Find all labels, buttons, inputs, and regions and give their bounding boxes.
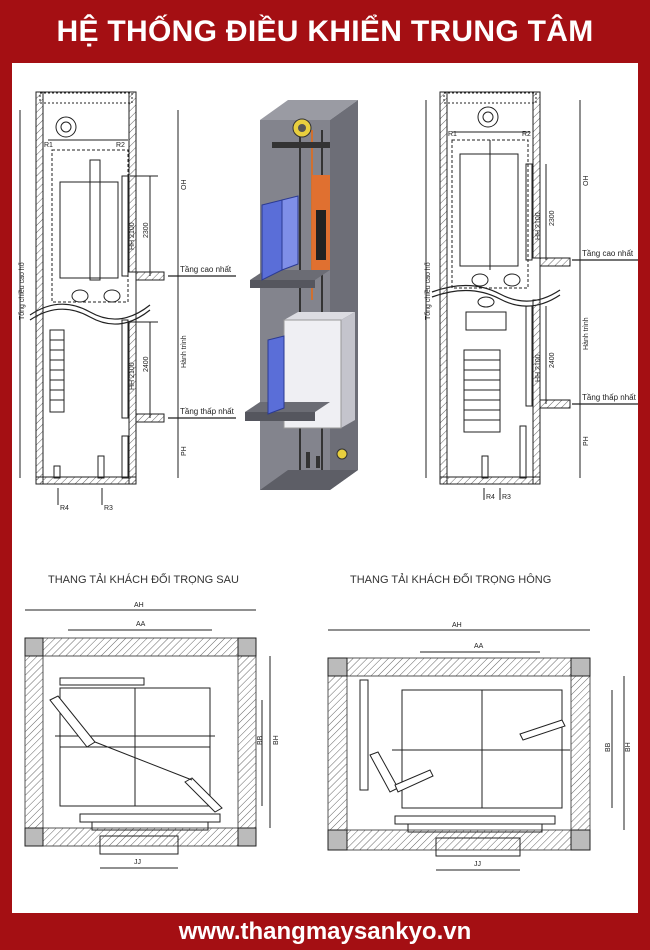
bottom-floor-label: Tầng thấp nhất (582, 393, 636, 402)
r3-label: R3 (104, 505, 113, 512)
elevator-drawings (12, 63, 638, 913)
hh-top-label: HH 2100 (129, 222, 136, 250)
ah-label: AH (134, 602, 144, 609)
diagram-panel (12, 63, 638, 913)
oh-label: OH (583, 175, 590, 186)
bh-label: BH (273, 735, 280, 745)
hh-bottom-label: HH 2100 (535, 354, 542, 382)
top-floor-label: Tầng cao nhất (582, 249, 634, 258)
total-label: Tổng chiều cao hố (19, 262, 26, 320)
dim-bottom-label: 2400 (549, 352, 556, 368)
dim-top-label: 2300 (549, 210, 556, 226)
travel-label: Hành trình (583, 317, 590, 350)
oh-label: OH (181, 179, 188, 190)
bottom-floor-label: Tầng thấp nhất (180, 407, 234, 416)
section-left (20, 92, 236, 505)
section-left-labels (17, 142, 235, 512)
bh-label: BH (625, 742, 632, 752)
elevator-3d-illustration (245, 100, 358, 490)
travel-label: Hành trình (181, 335, 188, 368)
dim-bottom-label: 2400 (143, 356, 150, 372)
bb-label: BB (257, 735, 264, 745)
pit-label: PH (181, 446, 188, 456)
top-floor-label: Tầng cao nhất (180, 265, 232, 274)
r2-label: R2 (116, 142, 125, 149)
r2-label: R2 (522, 131, 531, 138)
page-title: HỆ THỐNG ĐIỀU KHIỂN TRUNG TÂM (56, 15, 594, 48)
r1-label: R1 (44, 142, 53, 149)
r1-label: R1 (448, 131, 457, 138)
ah-label: AH (452, 622, 462, 629)
aa-label: AA (474, 643, 484, 650)
section-right-labels (423, 131, 637, 501)
plan-left-caption: THANG TẢI KHÁCH ĐỐI TRỌNG SAU (48, 574, 239, 586)
total-label: Tổng chiều cao hố (425, 262, 432, 320)
hh-top-label: HH 2100 (535, 212, 542, 240)
r3-label: R3 (502, 494, 511, 501)
jj-label: JJ (474, 861, 481, 868)
r4-label: R4 (486, 494, 495, 501)
r4-label: R4 (60, 505, 69, 512)
dim-top-label: 2300 (143, 222, 150, 238)
hh-bottom-label: HH 2100 (129, 362, 136, 390)
jj-label: JJ (134, 859, 141, 866)
pit-label: PH (583, 436, 590, 446)
bb-label: BB (605, 742, 612, 752)
plan-left (25, 610, 270, 868)
section-right (426, 92, 638, 500)
plan-right (328, 630, 624, 870)
aa-label: AA (136, 621, 146, 628)
website-url[interactable]: www.thangmaysankyo.vn (178, 918, 472, 945)
plan-right-caption: THANG TẢI KHÁCH ĐỐI TRỌNG HÔNG (350, 574, 552, 586)
